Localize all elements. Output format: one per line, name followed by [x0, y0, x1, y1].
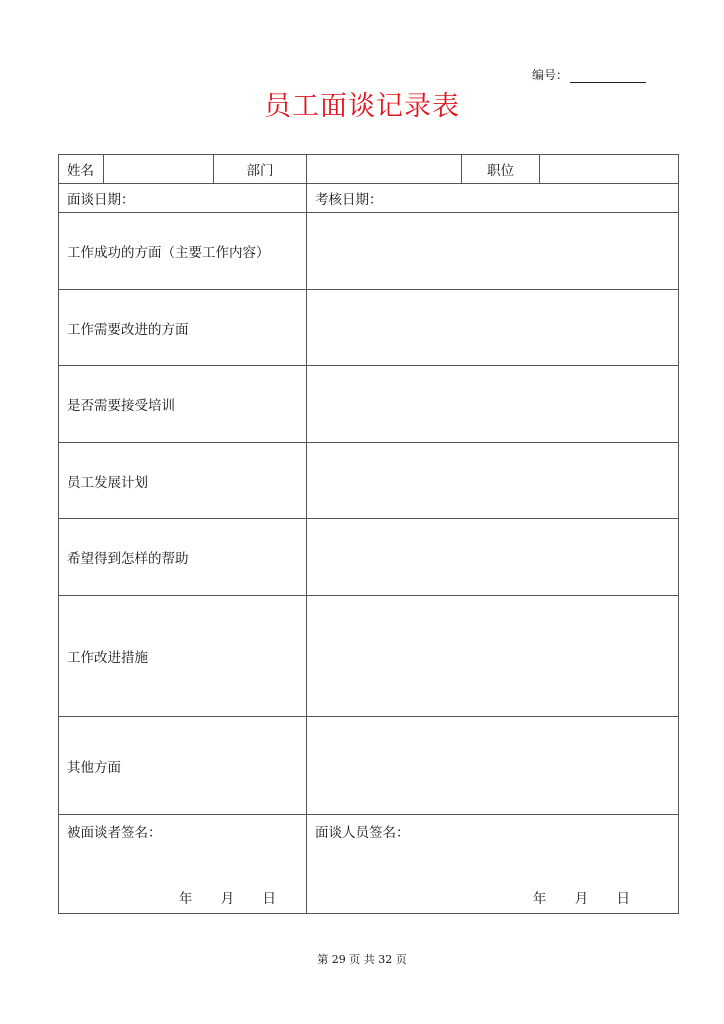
row-field-training[interactable] — [307, 366, 679, 443]
row-label-development-plan: 员工发展计划 — [59, 443, 307, 519]
row-field-development-plan[interactable] — [307, 443, 679, 519]
position-label: 职位 — [462, 155, 540, 184]
assessment-date-cell[interactable]: 考核日期： — [307, 184, 679, 213]
date-year: 年 — [532, 891, 547, 907]
department-label: 部门 — [214, 155, 307, 184]
date-year: 年 — [178, 891, 193, 907]
row-label-help-needed: 希望得到怎样的帮助 — [59, 519, 307, 596]
row-label-improvement-measures: 工作改进措施 — [59, 596, 307, 717]
interviewer-signature-label: 面谈人员签名： — [315, 825, 410, 841]
row-field-improvement-measures[interactable] — [307, 596, 679, 717]
page-number: 第 29 页 共 32 页 — [317, 953, 407, 966]
interviewer-sign-date — [533, 887, 630, 907]
date-month: 月 — [574, 891, 589, 907]
name-label: 姓名 — [59, 155, 104, 184]
interviewee-signature-label: 被面谈者签名： — [67, 825, 162, 841]
row-label-improvements: 工作需要改进的方面 — [59, 290, 307, 366]
row-field-other[interactable] — [307, 717, 679, 815]
serial-number-label: 编号： — [532, 68, 569, 82]
row-field-help-needed[interactable] — [307, 519, 679, 596]
row-label-achievements: 工作成功的方面（主要工作内容） — [59, 213, 307, 290]
name-field[interactable] — [104, 155, 214, 184]
row-label-training: 是否需要接受培训 — [59, 366, 307, 443]
date-day: 日 — [262, 891, 276, 907]
page-title: 员工面谈记录表 — [264, 91, 460, 122]
date-month: 月 — [220, 891, 235, 907]
serial-number-field[interactable] — [570, 70, 646, 83]
interview-record-table — [58, 154, 679, 914]
row-field-improvements[interactable] — [307, 290, 679, 366]
serial-number — [532, 66, 646, 83]
interviewer-signature-cell[interactable] — [307, 815, 679, 914]
row-field-achievements[interactable] — [307, 213, 679, 290]
interviewee-sign-date — [179, 887, 276, 907]
department-field[interactable] — [307, 155, 462, 184]
interviewee-signature-cell[interactable] — [59, 815, 307, 914]
interview-date-cell[interactable]: 面谈日期： — [59, 184, 307, 213]
position-field[interactable] — [540, 155, 679, 184]
row-label-other: 其他方面 — [59, 717, 307, 815]
date-day: 日 — [616, 891, 630, 907]
